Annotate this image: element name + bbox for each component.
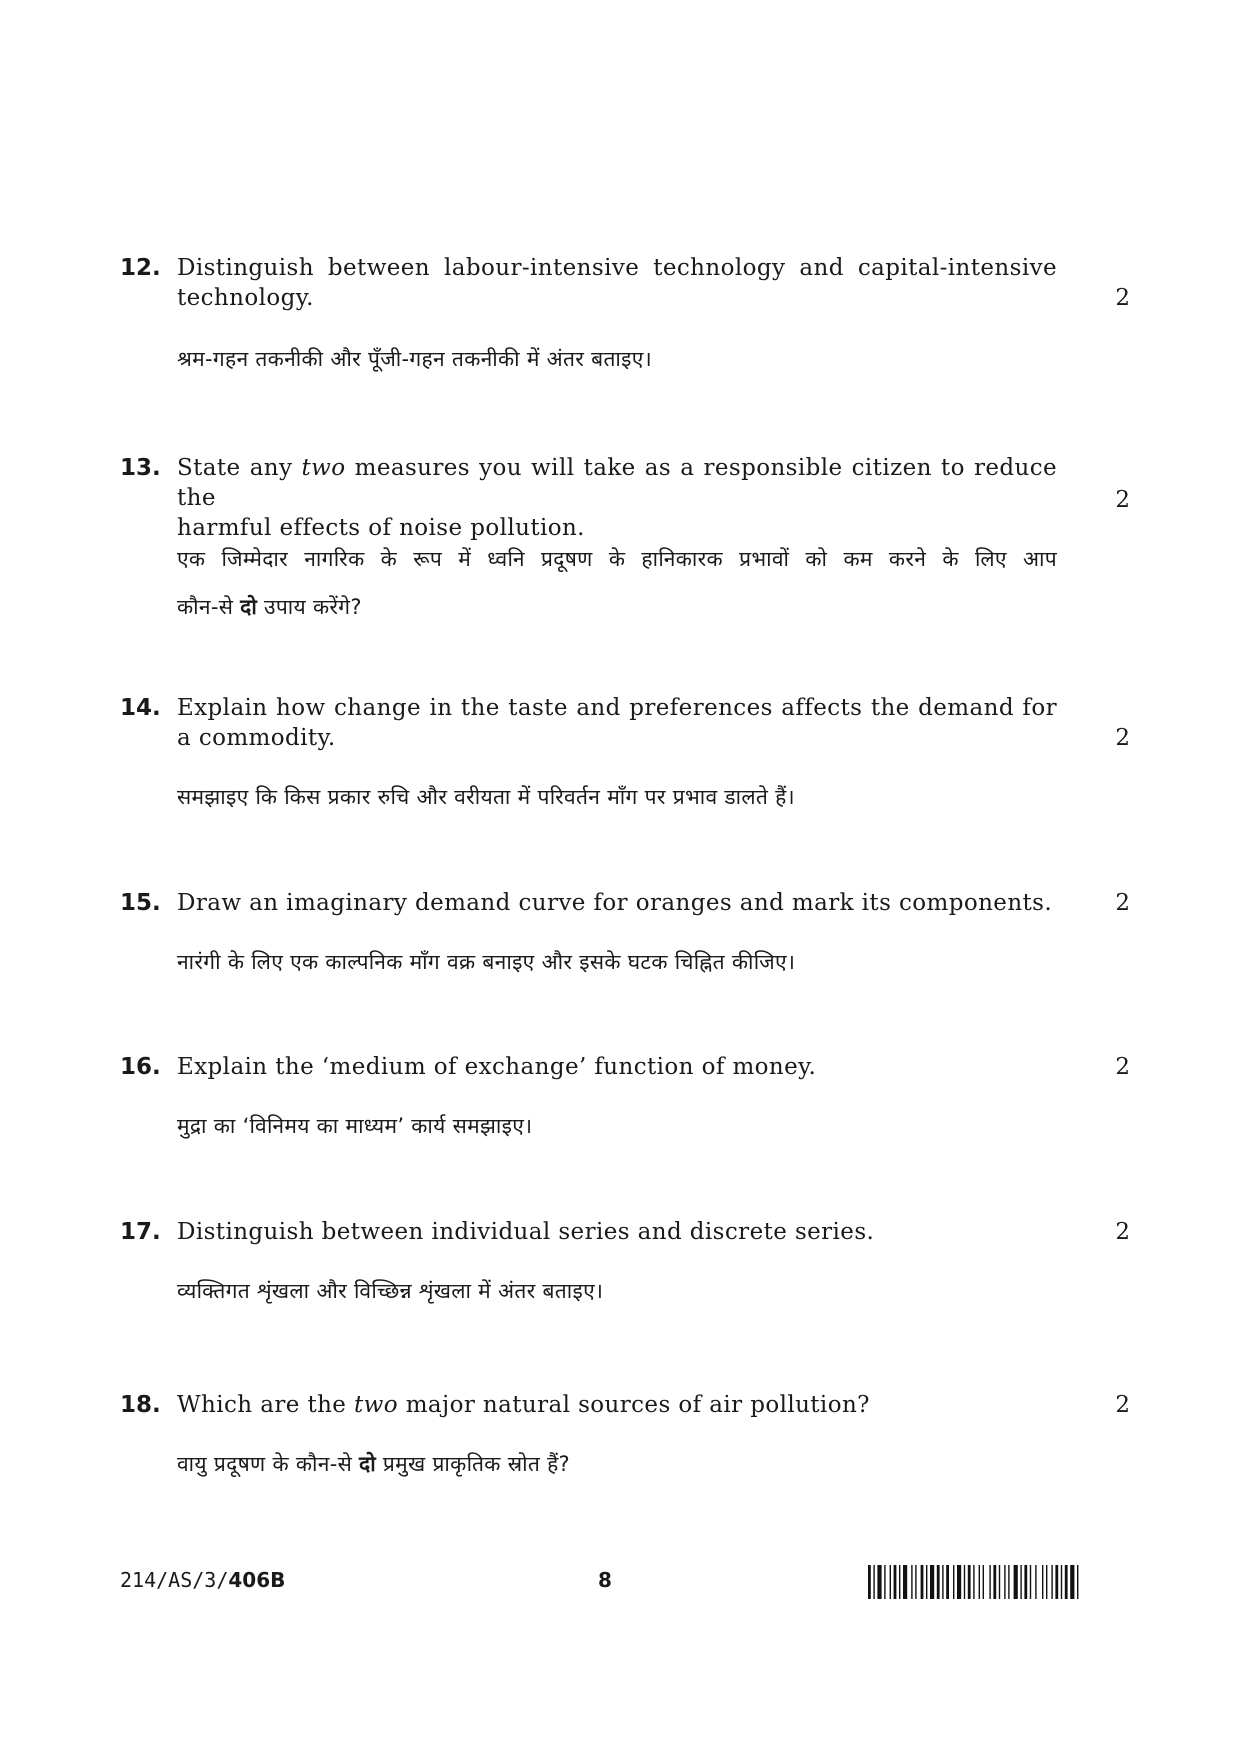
- marks: 2: [1115, 1392, 1130, 1418]
- page-footer: [120, 1565, 1130, 1605]
- question-text-en: Explain the ‘medium of exchange’ function of money.: [177, 1054, 817, 1080]
- question-number: 13.: [120, 455, 161, 481]
- page-number: 8: [598, 1568, 612, 1592]
- question-text-en: State any two measures you will take as a responsible citizen to reduce the harmful effects of noise pollution.: [177, 455, 1057, 541]
- question-17: [120, 1217, 1130, 1317]
- question-text-hi: वायु प्रदूषण के कौन-से दो प्रमुख प्राकृतिक स्रोत हैं?: [177, 1452, 570, 1476]
- marks: 2: [1115, 487, 1130, 513]
- question-16: [120, 1052, 1130, 1152]
- question-text-en: Which are the two major natural sources of air pollution?: [177, 1392, 870, 1418]
- question-text-hi: एक जिम्मेदार नागरिक के रूप में ध्वनि प्रदूषण के हानिकारक प्रभावों को कम करने के लिए आप कौन-से दो उपाय करेंगे?: [177, 547, 1057, 619]
- question-15: [120, 888, 1130, 988]
- question-text-hi: व्यक्तिगत शृंखला और विच्छिन्न शृंखला में अंतर बताइए।: [177, 1279, 604, 1303]
- question-number: 18.: [120, 1392, 161, 1418]
- question-number: 14.: [120, 695, 161, 721]
- question-number: 16.: [120, 1054, 161, 1080]
- question-number: 15.: [120, 890, 161, 916]
- question-text-en: Draw an imaginary demand curve for oranges and mark its components.: [177, 890, 1053, 916]
- question-text-hi: मुद्रा का ‘विनिमय का माध्यम’ कार्य समझाइए।: [177, 1114, 533, 1138]
- marks: 2: [1115, 890, 1130, 916]
- question-text-en: Explain how change in the taste and preferences affects the demand for a commodity.: [177, 695, 1057, 751]
- marks: 2: [1115, 1219, 1130, 1245]
- barcode-icon: [868, 1565, 1130, 1599]
- question-14: [120, 693, 1130, 823]
- question-text-en: Distinguish between individual series and discrete series.: [177, 1219, 875, 1245]
- question-13: [120, 453, 1130, 623]
- marks: 2: [1115, 725, 1130, 751]
- question-text-hi: नारंगी के लिए एक काल्पनिक माँग वक्र बनाइए और इसके घटक चिह्नित कीजिए।: [177, 950, 796, 974]
- question-text-hi: समझाइए कि किस प्रकार रुचि और वरीयता में परिवर्तन माँग पर प्रभाव डालते हैं।: [177, 785, 795, 809]
- question-number: 17.: [120, 1219, 161, 1245]
- question-12: [120, 253, 1130, 383]
- marks: 2: [1115, 285, 1130, 311]
- question-text-en: Distinguish between labour-intensive technology and capital-intensive technology.: [177, 255, 1057, 311]
- paper-code: 214/AS/3/406B: [120, 1568, 286, 1592]
- question-18: [120, 1390, 1130, 1490]
- question-text-hi: श्रम-गहन तकनीकी और पूँजी-गहन तकनीकी में अंतर बताइए।: [177, 347, 652, 371]
- marks: 2: [1115, 1054, 1130, 1080]
- question-number: 12.: [120, 255, 161, 281]
